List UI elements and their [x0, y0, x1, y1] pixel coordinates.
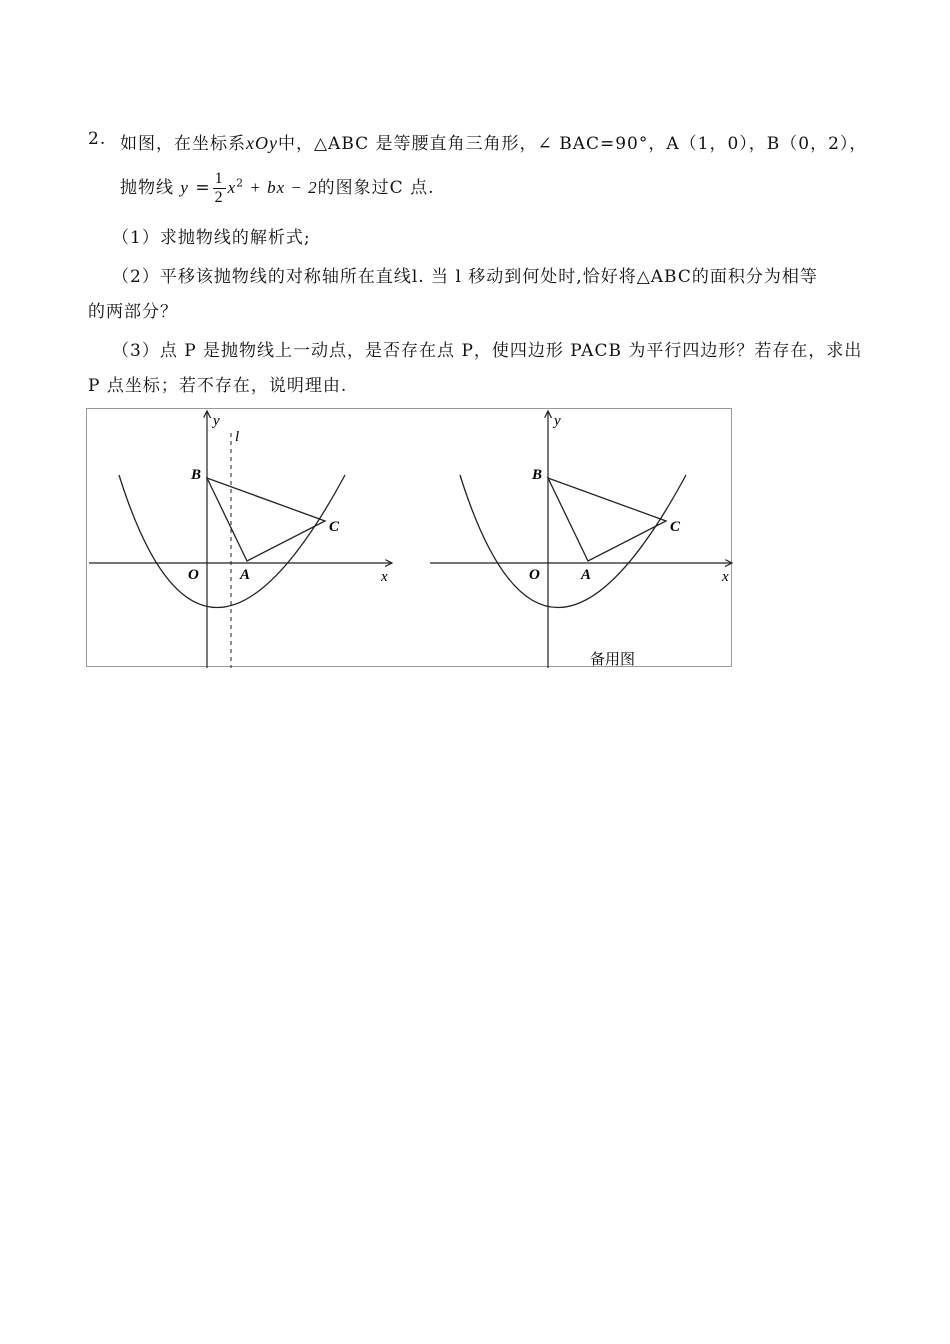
coordinate-system-label: xOy — [246, 133, 278, 153]
eq-numerator: 1 — [214, 170, 224, 187]
left-point-b-label: B — [191, 467, 202, 483]
eq-power: 2 — [236, 176, 245, 190]
right-figure — [430, 411, 732, 668]
intro-text-2: 中，△ABC 是等腰直角三角形，∠ BAC=90°，A（1，0），B（0，2）， — [277, 134, 868, 154]
line2-suffix: 的图象过C 点. — [317, 178, 435, 198]
question-1: （1）求抛物线的解析式; — [112, 228, 311, 248]
line2-prefix: 抛物线 — [120, 178, 174, 198]
question-3-line-1: （3）点 P 是抛物线上一动点，是否存在点 P，使四边形 PACB 为平行四边形？若存在，求出 — [112, 341, 863, 361]
right-x-label: x — [722, 569, 729, 585]
backup-figure-caption: 备用图 — [590, 650, 636, 668]
right-origin-label: O — [529, 567, 540, 583]
left-x-label: x — [381, 569, 388, 585]
left-line-label: l — [235, 429, 240, 445]
intro-text-1: 如图，在坐标系 — [120, 134, 246, 154]
eq-y: y — [180, 178, 189, 197]
left-y-label: y — [213, 413, 220, 429]
question-2-line-1: （2）平移该抛物线的对称轴所在直线l. 当 l 移动到何处时,恰好将△ABC的面积分为相等 — [112, 267, 818, 287]
eq-denominator: 2 — [214, 189, 224, 206]
left-point-c-label: C — [329, 519, 340, 535]
right-y-label: y — [554, 413, 561, 429]
figure-box — [86, 408, 732, 667]
problem-number: 2. — [88, 129, 107, 149]
left-origin-label: O — [188, 567, 199, 583]
eq-fraction — [213, 170, 226, 207]
right-point-c-label: C — [670, 519, 681, 535]
right-point-b-label: B — [532, 467, 543, 483]
eq-rest: + bx − 2 — [244, 178, 318, 197]
eq-equals: = — [188, 178, 211, 198]
left-triangle-abc — [207, 478, 325, 561]
left-parabola — [119, 475, 345, 608]
left-point-a-label: A — [240, 567, 251, 583]
right-triangle-abc — [548, 478, 666, 561]
right-parabola — [460, 475, 686, 608]
eq-x: x — [227, 178, 237, 197]
parabola-statement — [120, 170, 434, 207]
question-3-line-2: P 点坐标；若不存在，说明理由. — [88, 376, 348, 396]
left-figure — [89, 411, 392, 668]
question-2-line-2: 的两部分？ — [88, 302, 178, 322]
problem-intro — [120, 129, 867, 154]
figures-svg — [87, 409, 733, 668]
right-point-a-label: A — [581, 567, 592, 583]
